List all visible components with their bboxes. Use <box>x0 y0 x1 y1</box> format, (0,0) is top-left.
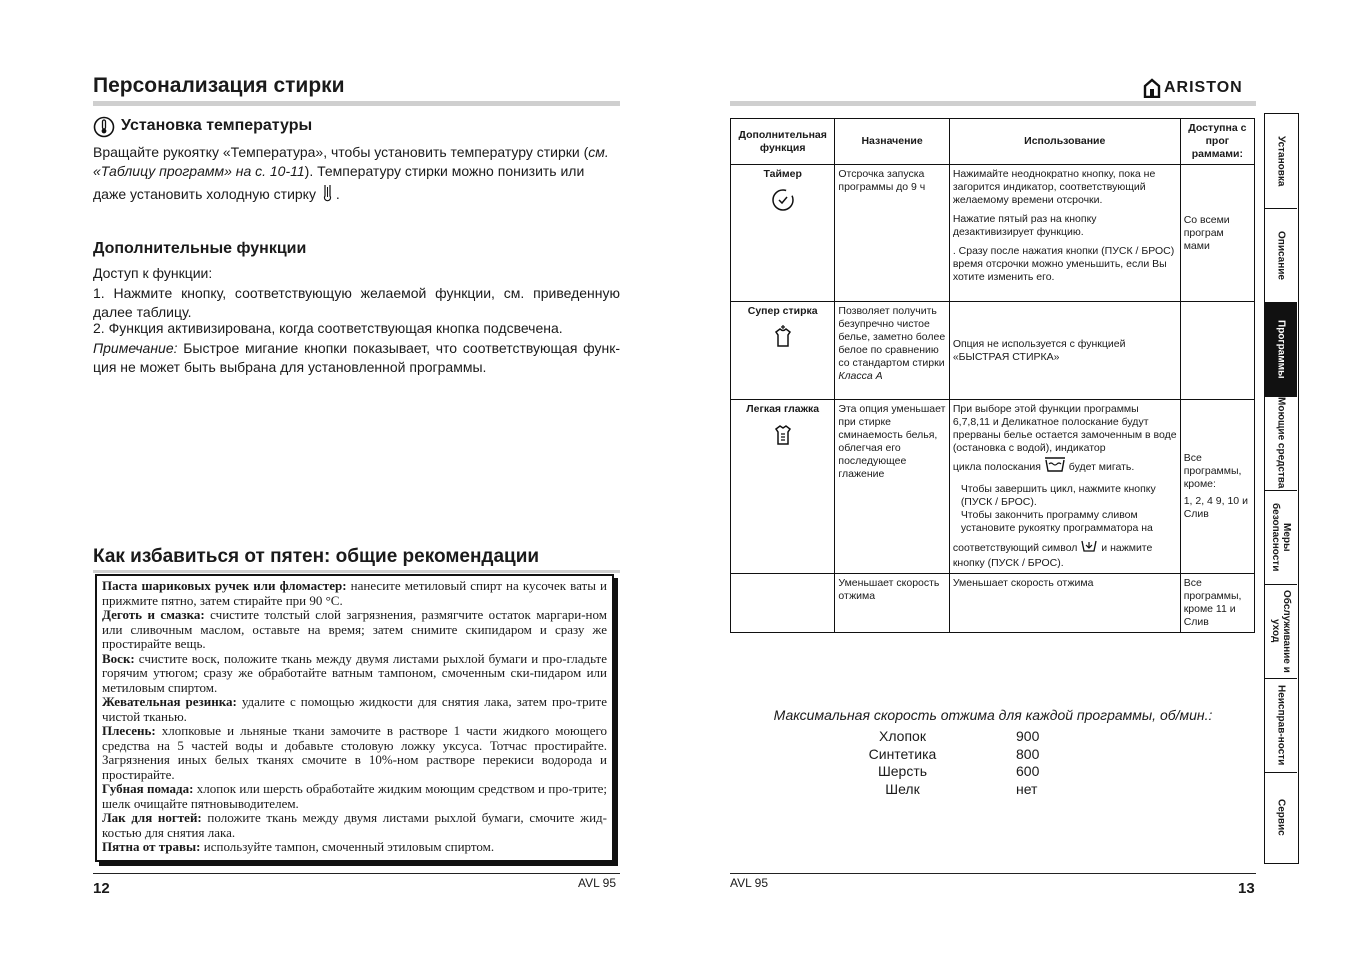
function-available <box>1180 302 1254 400</box>
timer-icon <box>734 187 831 217</box>
temperature-heading: Установка температуры <box>121 117 313 134</box>
function-available: Со всеми програм мами <box>1180 165 1254 302</box>
function-available: Все программы, кроме 11 и Слив <box>1180 574 1254 633</box>
stain-tip: Пятна от травы: используйте тампон, смоченный этиловым спиртом. <box>102 839 495 854</box>
note: Примечание: Быстрое мигание кнопки показывает, что соответствующая функ-ция не может быть выбрана для установленной программы. <box>93 340 620 375</box>
stain-tip: Жевательная резинка: удалите с помощью жидкости для снятия лака, затем про-трите чистой тканью. <box>102 694 607 724</box>
house-icon <box>1143 78 1161 98</box>
header-function: Дополнительная функция <box>731 119 835 165</box>
function-purpose: Эта опция уменьшает при стирке сминаемость белья, облегчая его последующее глажение <box>835 400 949 574</box>
function-use: . Сразу после нажатия кнопки (ПУСК / БРОС) время отсрочки можно уменьшить, если Вы хотите изменить его. <box>952 245 1175 283</box>
header-purpose: Назначение <box>835 119 949 165</box>
thermometer-icon <box>93 116 117 138</box>
table-row <box>731 302 1255 400</box>
program-name: Хлопок <box>879 728 926 744</box>
step-2: 2. Функция активизирована, когда соответствующая кнопка подсвечена. <box>93 320 563 336</box>
function-purpose: Позволяет получить безупречно чистое белье, заметно более белое по сравнению со стандартом стирки Класса А <box>835 302 949 400</box>
header-available: Доступна с прог раммами: <box>1180 119 1254 165</box>
tab-section[interactable]: Установка <box>1265 114 1297 209</box>
stains-title: Как избавиться от пятен: общие рекомендации <box>93 546 540 567</box>
function-use: Уменьшает скорость отжима <box>949 574 1180 633</box>
rinse-icon <box>1044 457 1066 477</box>
program-name: Синтетика <box>868 745 937 762</box>
function-available: 1, 2, 4 9, 10 и Слив <box>1183 495 1248 520</box>
temperature-text: Вращайте рукоятку «Температура», чтобы установить температуру стирки (см. «Таблицу программ» на с. 10-11). Температуру стирки можно понизить или даже установить холодную стирку . <box>93 143 620 208</box>
stain-tip: Деготь и смазка: счистите толстый слой загрязнения, размягчите остаток маргари-ном или сливочным маслом, оставьте на время; затем снимите скипидаром и сразу же простирайте вещь. <box>102 607 607 651</box>
function-purpose: Уменьшает скорость отжима <box>835 574 949 633</box>
function-name: Супер стирка <box>747 305 818 317</box>
stain-tip: Лак для ногтей: положите ткань между двумя листами рыхлой бумаги, смочите жид-костью для снятия лака. <box>102 810 607 840</box>
function-name: Таймер <box>763 168 802 180</box>
footer-rule-left <box>93 873 620 874</box>
page-title: Персонализация стирки <box>93 74 345 97</box>
stain-tip: Паста шариковых ручек или фломастер: нанесите метиловый спирт на кусочек ваты и прижмите пятно, затем стирайте при 90 °С. <box>102 578 607 608</box>
tab-section[interactable]: Моющие средства <box>1265 396 1297 491</box>
function-use: соответствующий символ и нажмите кнопку (ПУСК / БРОС). <box>953 539 1177 570</box>
cold-wash-icon <box>320 183 336 208</box>
title-rule <box>93 101 620 106</box>
program-speed: 900 <box>1016 728 1040 744</box>
model-left: AVL 95 <box>578 876 617 890</box>
program-speed: 800 <box>1016 745 1040 762</box>
function-use: Нажимайте неоднократно кнопку, пока не загорится индикатор, соответствующий желаемому времени отсрочки. <box>952 168 1156 206</box>
program-speed: нет <box>1016 780 1038 797</box>
table-row <box>731 165 1255 302</box>
function-use: Чтобы закончить программу сливом установите рукоятку программатора на <box>960 509 1153 534</box>
stain-tip: Воск: счистите воск, положите ткань между двумя листами рыхлой бумаги и про-гладьте горячим утюгом; сразу же обработайте ватным тампоном, смоченным ски-пидаром или метиловым спиртом. <box>102 650 607 695</box>
tab-section[interactable]: Неисправ-ности <box>1265 678 1297 773</box>
stain-tip: Губная помада: хлопок или шерсть обработайте жидким моющим средством и про-трите; шелк очищайте пятновыводителем. <box>102 781 608 811</box>
tab-section[interactable]: Обслуживание и уход <box>1265 584 1297 679</box>
table-row <box>731 574 1255 633</box>
function-name <box>731 574 835 633</box>
drain-icon <box>1080 539 1098 557</box>
program-speed: 600 <box>1016 763 1040 779</box>
tab-section[interactable]: Описание <box>1265 208 1297 303</box>
program-name: Шерсть <box>877 763 928 779</box>
stain-tips-box <box>95 574 614 862</box>
function-available: Все программы, кроме: <box>1183 452 1242 490</box>
tab-section[interactable]: Сервис <box>1275 799 1287 836</box>
header-rule-right <box>730 101 1256 106</box>
program-name: Шелк <box>885 780 920 797</box>
header-use: Использование <box>949 119 1180 165</box>
spin-speed-caption: Максимальная скорость отжима для каждой программы, об/мин.: <box>773 707 1213 723</box>
model-right: AVL 95 <box>730 876 769 890</box>
tab-section[interactable]: Программы <box>1265 302 1297 397</box>
function-name: Легкая глажка <box>746 403 820 415</box>
iron-shirt-icon <box>734 422 831 452</box>
functions-table <box>730 118 1255 633</box>
function-use: Нажатие пятый раз на кнопку дезактивизирует функцию. <box>952 213 1097 238</box>
stains-rule <box>93 570 620 573</box>
function-use: цикла полоскания будет мигать. <box>953 457 1177 477</box>
step-1: 1. Нажмите кнопку, соответствующую желаемой функции, см. приведенную далее таблицу. <box>93 285 620 320</box>
function-use: При выборе этой функции программы 6,7,8,11 и Деликатное полоскание будут прерваны белье остается замоченным в воде (остановка с водой), индикатор <box>952 403 1177 454</box>
shirt-sparkle-icon <box>734 324 831 354</box>
access-label: Доступ к функции: <box>93 265 213 281</box>
section-tab-bar <box>1264 113 1299 864</box>
tab-section[interactable]: Меры безопасности <box>1265 490 1297 585</box>
function-purpose: Отсрочка запуска программы до 9 ч <box>835 165 949 302</box>
function-use: Опция не используется с функцией «БЫСТРАЯ СТИРКА» <box>949 302 1180 400</box>
page-number-right: 13 <box>1238 880 1255 897</box>
footer-rule-right <box>730 873 1256 874</box>
stain-tip: Плесень: хлопковые и льняные ткани замочите в растворе 1 части жидкого моющего средства на 5 частей воды и добавьте столовую ложку уксуса. Тотчас простирайте. Загрязнения иных белых тканях смочите в 10%-ном растворе перекиси водорода и простирайте. <box>102 723 607 782</box>
function-use: Чтобы завершить цикл, нажмите кнопку (ПУСК / БРОС). <box>960 483 1156 508</box>
ariston-logo: ARISTON <box>1143 78 1243 98</box>
extra-functions-heading: Дополнительные функции <box>93 240 307 257</box>
table-row <box>731 400 1255 574</box>
page-number-left: 12 <box>93 880 110 897</box>
